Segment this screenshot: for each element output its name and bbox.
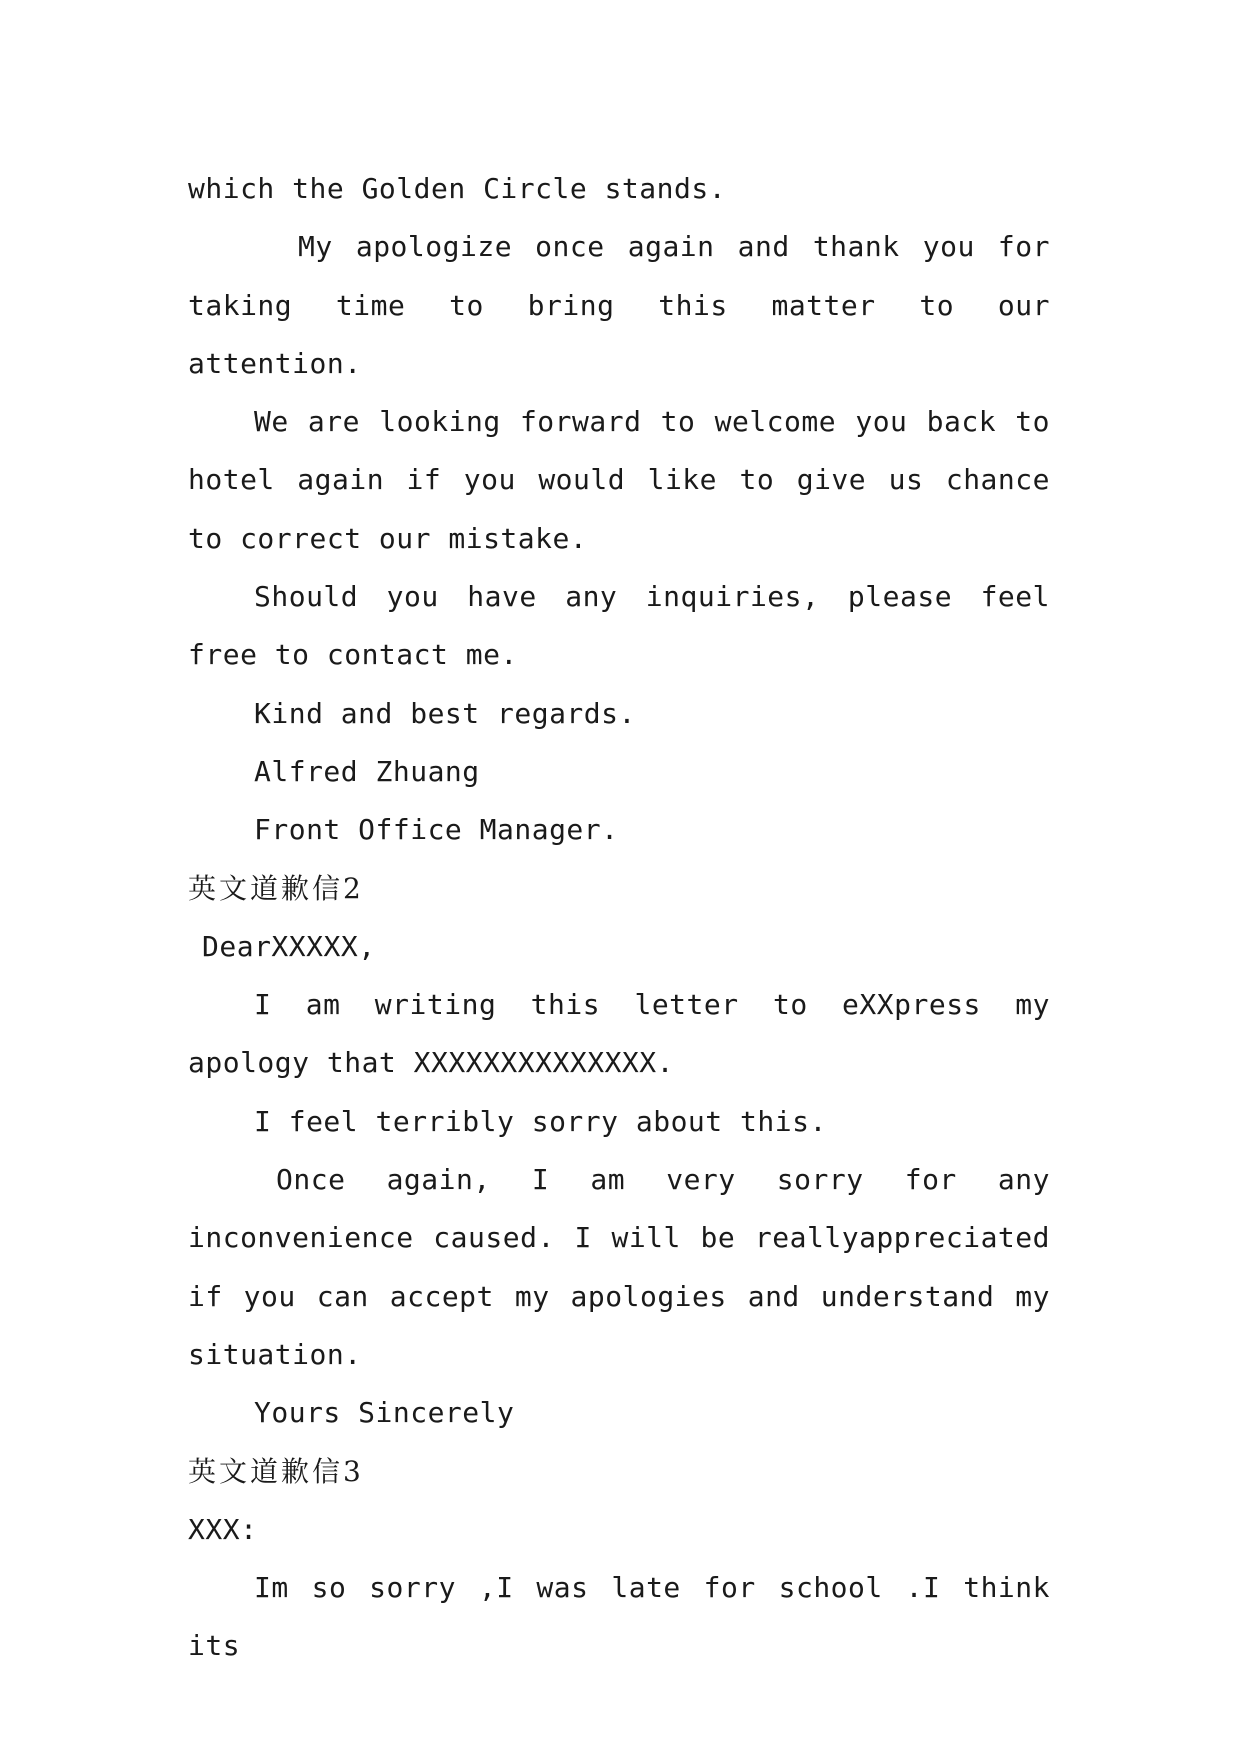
paragraph-writing-apology: I am writing this letter to eXXpress my apology that XXXXXXXXXXXXXX. bbox=[188, 988, 1050, 1080]
paragraph-welcome-back: We are looking forward to welcome you back to hotel again if you would like to give us chance to correct our mistake. bbox=[188, 405, 1050, 555]
signature-title: Front Office Manager. bbox=[254, 813, 619, 847]
paragraph-late-for-school: Im so sorry ,I was late for school .I think its bbox=[188, 1571, 1050, 1663]
salutation-letter-2: DearXXXXX, bbox=[202, 929, 376, 963]
paragraph-feel-sorry: I feel terribly sorry about this. bbox=[254, 1104, 827, 1138]
closing-yours-sincerely: Yours Sincerely bbox=[254, 1396, 515, 1430]
signature-name: Alfred Zhuang bbox=[254, 754, 480, 788]
paragraph-apology-again: My apologize once again and thank you for taking time to bring this matter to our attention. bbox=[188, 230, 1050, 380]
closing-regards: Kind and best regards. bbox=[254, 696, 636, 730]
section-heading-letter-3: 英文道歉信3 bbox=[188, 1454, 364, 1488]
salutation-letter-3: XXX: bbox=[188, 1512, 258, 1546]
paragraph-inquiries: Should you have any inquiries, please feel free to contact me. bbox=[188, 580, 1050, 672]
paragraph-once-again: Once again, I am very sorry for any inconvenience caused. I will be reallyappreciated if you can accept my apologies and understand my situation. bbox=[188, 1163, 1050, 1371]
document-body bbox=[188, 160, 1050, 1676]
section-heading-letter-2: 英文道歉信2 bbox=[188, 871, 364, 905]
paragraph-continuation: which the Golden Circle stands. bbox=[188, 172, 727, 205]
